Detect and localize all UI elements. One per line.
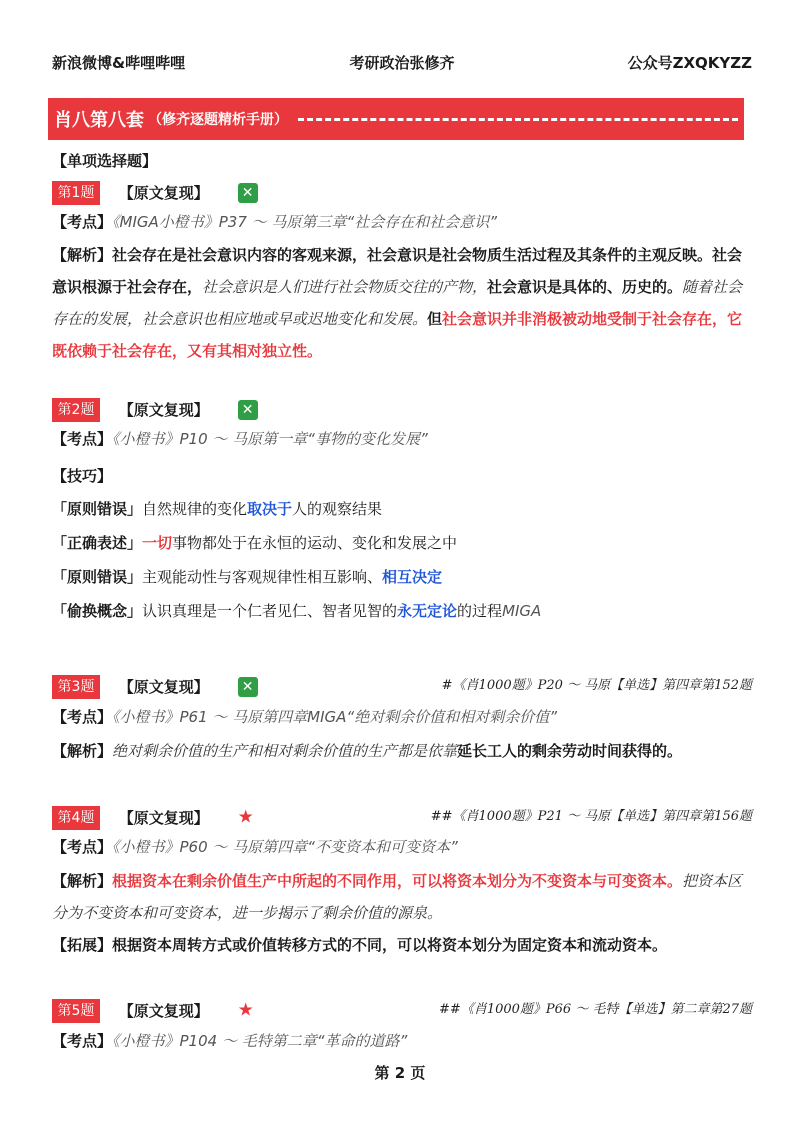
statement-highlight: 取决于	[247, 500, 293, 518]
statement-label: 「原则错误」	[52, 500, 143, 518]
q2-original-label: 【原文复现】	[118, 400, 209, 419]
q3-analysis-a2: 延长工人的剩余劳动时间获得的。	[457, 742, 683, 760]
q3-original-label: 【原文复现】	[118, 677, 209, 696]
header-right: 公众号ZXQKYZZ	[627, 54, 752, 72]
statement-highlight: 相互决定	[382, 568, 443, 586]
q5-reference: ##《肖1000题》P66 ～ 毛特【单选】第二章第27题	[439, 1002, 752, 1017]
q3-tag: 第3题	[52, 675, 100, 699]
q4-analysis-a1: 根据资本在剩余价值生产中所起的不同作用，可以将资本划分为不变资本与可变资本。	[112, 872, 683, 890]
q2-statement-4	[52, 601, 752, 621]
q5-tag: 第5题	[52, 999, 100, 1023]
q2-point-row	[52, 429, 752, 449]
q4-tag: 第4题	[52, 806, 100, 830]
q1-analysis-a3: 社会意识是具体的、历史的。	[487, 278, 683, 296]
q1-analysis	[52, 239, 748, 367]
page-header	[52, 52, 752, 72]
q1-point-row	[52, 212, 752, 232]
banner-subtitle: （修齐逐题精析手册）	[148, 112, 288, 128]
statement-label: 「正确表述」	[52, 534, 143, 552]
statement-text: 主观能动性与客观规律性相互影响、	[142, 568, 383, 586]
statement-tail: MIGA	[502, 602, 542, 620]
q3-header	[52, 674, 752, 698]
star-icon: ★	[237, 806, 254, 828]
header-center: 考研政治张修齐	[349, 54, 455, 72]
statement-highlight: 永无定论	[397, 602, 458, 620]
banner-title: 肖八第八套	[54, 110, 144, 131]
q1-analysis-a2: 社会意识是人们进行社会物质交往的产物，	[202, 278, 488, 296]
q1-tag: 第1题	[52, 181, 100, 205]
q4-original-label: 【原文复现】	[118, 808, 209, 827]
q3-reference: #《肖1000题》P20 ～ 马原【单选】第四章第152题	[441, 678, 752, 693]
q2-point-label: 【考点】	[52, 430, 113, 448]
statement-text: 事物都处于在永恒的运动、变化和发展之中	[172, 534, 458, 552]
header-left: 新浪微博&哔哩哔哩	[52, 54, 186, 72]
statement-text: 认识真理是一个仁者见仁、智者见智的	[142, 602, 398, 620]
q2-skill-label: 【技巧】	[52, 467, 113, 485]
q3-analysis-label: 【解析】	[52, 742, 113, 760]
q5-point-row	[52, 1031, 752, 1051]
q3-point-row	[52, 707, 752, 727]
q3-analysis	[52, 741, 752, 761]
statement-text: 人的观察结果	[292, 500, 383, 518]
q2-statement-1	[52, 499, 752, 519]
q4-extend-text: 根据资本周转方式或价值转移方式的不同，可以将资本划分为固定资本和流动资本。	[112, 936, 668, 954]
q5-point: 《小橙书》P104 ～ 毛特第二章“革命的道路”	[112, 1032, 408, 1050]
q1-point-label: 【考点】	[52, 213, 113, 231]
q1-point: 《MIGA小橙书》P37 ～ 马原第三章“社会存在和社会意识”	[112, 213, 497, 231]
statement-label: 「原则错误」	[52, 568, 143, 586]
q2-tag: 第2题	[52, 398, 100, 422]
wrong-mark-icon: ✕	[238, 677, 258, 697]
q5-point-label: 【考点】	[52, 1032, 113, 1050]
q4-point-label: 【考点】	[52, 838, 113, 856]
q1-analysis-a4: 随着社会存在的发展，社会意识也相应地或早或迟地变化和发展。	[52, 278, 743, 328]
page-number: 第 2 页	[374, 1064, 426, 1082]
statement-highlight: 一切	[142, 534, 173, 552]
title-banner	[48, 98, 744, 140]
q4-analysis	[52, 865, 748, 929]
q1-analysis-a6: 社会意识并非消极被动地受制于社会存在，它既依赖于社会存在，又有其相对独立性。	[52, 310, 743, 360]
q4-point-row	[52, 837, 752, 857]
q1-analysis-a5: 但	[427, 310, 443, 328]
q4-reference: ##《肖1000题》P21 ～ 马原【单选】第四章第156题	[430, 809, 752, 824]
q2-statement-3	[52, 567, 752, 587]
statement-text: 自然规律的变化	[142, 500, 248, 518]
q4-analysis-label: 【解析】	[52, 872, 113, 890]
q2-statement-2	[52, 533, 752, 553]
q4-point: 《小橙书》P60 ～ 马原第四章“不变资本和可变资本”	[112, 838, 458, 856]
section-heading: 【单项选择题】	[52, 152, 158, 170]
q1-analysis-label: 【解析】	[52, 246, 113, 264]
wrong-mark-icon: ✕	[238, 183, 258, 203]
q4-analysis-a2: 把资本区分为不变资本和可变资本，进一步揭示了剩余价值的源泉。	[52, 872, 743, 922]
q2-point: 《小橙书》P10 ～ 马原第一章“事物的变化发展”	[112, 430, 428, 448]
q3-point-label: 【考点】	[52, 708, 113, 726]
banner-dash-line	[298, 118, 738, 121]
statement-text: 的过程	[457, 602, 503, 620]
q4-extend	[52, 935, 752, 955]
q3-analysis-a1: 绝对剩余价值的生产和相对剩余价值的生产都是依靠	[112, 742, 458, 760]
star-icon: ★	[237, 999, 254, 1021]
q4-extend-label: 【拓展】	[52, 936, 113, 954]
q4-header	[52, 805, 752, 829]
statement-label: 「偷换概念」	[52, 602, 143, 620]
q5-original-label: 【原文复现】	[118, 1001, 209, 1020]
wrong-mark-icon: ✕	[238, 400, 258, 420]
q1-header	[52, 180, 752, 204]
q2-header	[52, 397, 752, 421]
q1-analysis-a1: 社会存在是社会意识内容的客观来源，社会意识是社会物质生活过程及其条件的主观反映。社会意识根源于社会存在，	[52, 246, 743, 296]
q3-point: 《小橙书》P61 ～ 马原第四章MIGA“绝对剩余价值和相对剩余价值”	[112, 708, 557, 726]
q1-original-label: 【原文复现】	[118, 183, 209, 202]
q5-header	[52, 998, 752, 1022]
